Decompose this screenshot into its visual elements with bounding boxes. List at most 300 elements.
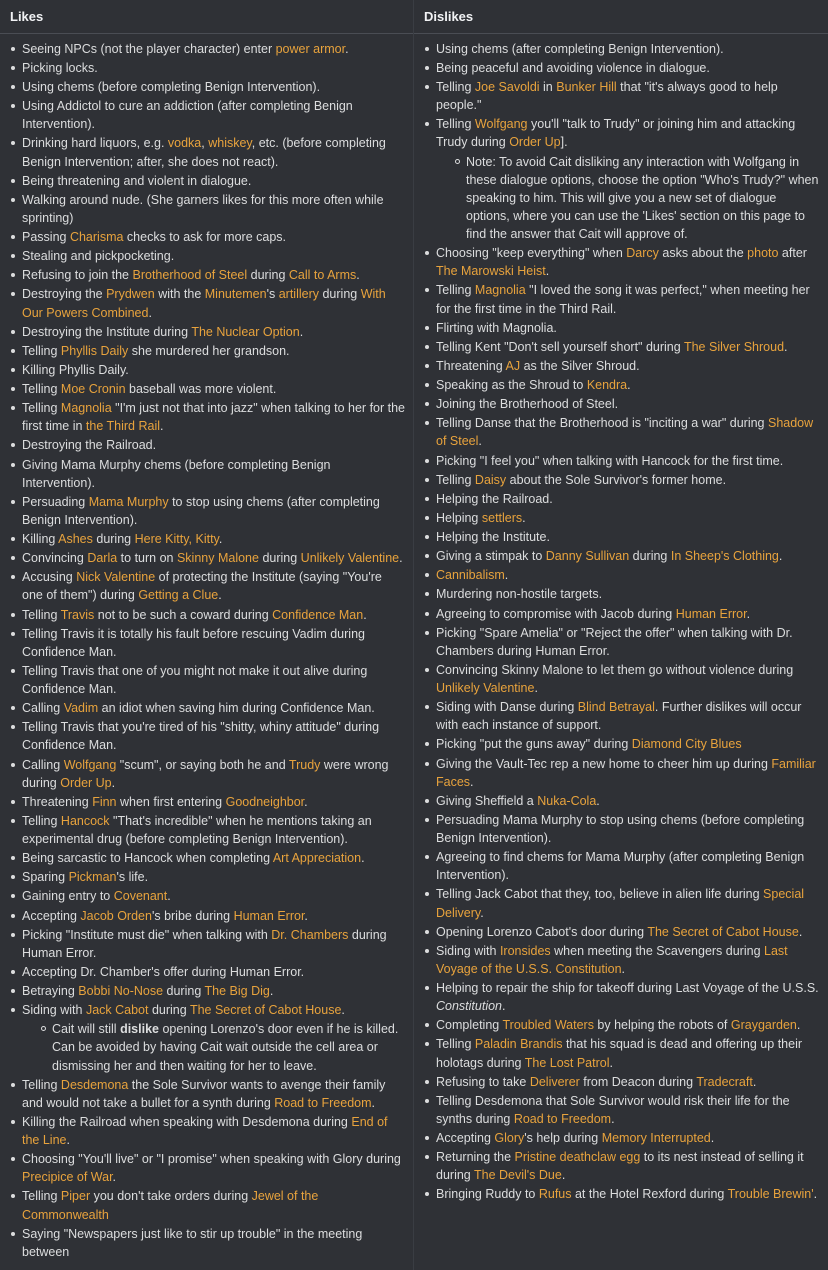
list-item: [8, 97, 405, 133]
wiki-link[interactable]: The Lost Patrol: [524, 1055, 610, 1070]
text-run: . Further dislikes will occur with each instance of support.: [436, 700, 802, 733]
wiki-link[interactable]: Nuka-Cola: [537, 793, 597, 808]
text-run: Siding with: [22, 1003, 86, 1018]
text-run: .: [778, 549, 783, 564]
list-item: [422, 528, 820, 546]
list-item: [422, 923, 820, 941]
text-run: Helping to repair the ship for takeoff during Last Voyage of the U.S.S.: [436, 981, 819, 996]
wiki-link[interactable]: Road to Freedom: [513, 1111, 612, 1126]
text-run: Telling: [22, 401, 61, 416]
list-item: [8, 1150, 405, 1186]
wiki-link[interactable]: Tradecraft: [696, 1074, 753, 1089]
list-item: [422, 755, 820, 791]
list-item: [422, 115, 820, 243]
sub-list-item: [452, 153, 820, 244]
text-run: Killing the Railroad when speaking with Desdemona during: [22, 1114, 352, 1129]
wiki-link[interactable]: Troubled Waters: [502, 1018, 594, 1033]
list-item: [422, 78, 820, 114]
list-item: [422, 605, 820, 623]
text-run: Killing Phyllis Daily.: [22, 362, 129, 377]
list-item: [422, 1148, 820, 1184]
list-item: [8, 549, 405, 567]
list-item: [8, 1076, 405, 1112]
text-run: .: [356, 268, 360, 283]
text-run: Telling: [436, 80, 475, 95]
text-run: Joining the Brotherhood of Steel.: [436, 397, 619, 412]
dislikes-list: [414, 34, 828, 1213]
text-run: .: [478, 434, 482, 449]
list-item: [8, 1113, 405, 1149]
text-run: Bringing Ruddy to: [436, 1187, 539, 1202]
text-run: Accusing: [22, 570, 77, 585]
list-item: [422, 471, 820, 489]
list-item: [8, 907, 405, 925]
text-run: .: [746, 606, 751, 621]
text-run: Helping the Railroad.: [436, 491, 553, 506]
wiki-link[interactable]: Trouble Brewin': [727, 1187, 814, 1202]
wiki-link[interactable]: Vadim: [63, 701, 99, 716]
wiki-link[interactable]: Trudy: [288, 757, 321, 772]
wiki-link[interactable]: Dr. Chambers: [271, 927, 349, 942]
list-item: [422, 1016, 820, 1034]
list-item: [422, 792, 820, 810]
wiki-link[interactable]: artillery: [278, 287, 319, 302]
wiki-link[interactable]: Darcy: [626, 246, 659, 261]
wiki-link[interactable]: Last Voyage of the U.S.S. Constitution: [436, 943, 788, 976]
text-run: an idiot when saving him during Confidence Man.: [98, 701, 375, 716]
wiki-link[interactable]: Bunker Hill: [556, 80, 617, 95]
list-item: [422, 338, 820, 356]
wiki-link[interactable]: settlers: [481, 510, 523, 525]
text-run: .: [304, 794, 308, 809]
text-run: .: [345, 41, 349, 56]
wiki-link[interactable]: Blind Betrayal: [577, 700, 655, 715]
list-item: [422, 395, 820, 413]
text-run: 's life.: [116, 870, 149, 885]
wiki-link[interactable]: The Nuclear Option: [191, 324, 300, 339]
wiki-link[interactable]: Mama Murphy: [88, 494, 169, 509]
text-run: Telling: [436, 1037, 475, 1052]
text-run: , etc. (before completing Benign Intervention; after, she does not react).: [22, 136, 386, 169]
text-run: Murdering non-hostile targets.: [436, 587, 603, 602]
wiki-link[interactable]: the Third Rail: [85, 419, 161, 434]
text-run: during: [163, 984, 205, 999]
wiki-link[interactable]: Call to Arms: [288, 268, 357, 283]
wiki-link[interactable]: Piper: [60, 1189, 91, 1204]
text-run: Telling: [22, 382, 61, 397]
list-item: [422, 1185, 820, 1203]
text-run: Flirting with Magnolia.: [436, 320, 557, 335]
wiki-link[interactable]: In Sheep's Clothing: [670, 549, 779, 564]
wiki-link[interactable]: Moe Cronin: [60, 382, 126, 397]
text-run: in: [539, 80, 557, 95]
wiki-link[interactable]: Glory: [494, 1131, 525, 1146]
list-item: [8, 380, 405, 398]
text-run: .: [361, 851, 365, 866]
wiki-link[interactable]: Darla: [87, 551, 118, 566]
text-run: Betraying: [22, 984, 79, 999]
wiki-link[interactable]: photo: [747, 246, 779, 261]
wiki-link[interactable]: The Secret of Cabot House: [647, 924, 799, 939]
list-item: [8, 342, 405, 360]
text-run: .: [621, 961, 626, 976]
list-item: [422, 1073, 820, 1091]
text-run: Telling: [436, 117, 475, 132]
text-run: checks to ask for more caps.: [123, 230, 287, 245]
text-run: .: [502, 999, 506, 1014]
list-item: [422, 319, 820, 337]
text-run: .: [218, 588, 222, 603]
text-run: about the Sole Survivor's former home.: [506, 472, 727, 487]
wiki-link[interactable]: Magnolia: [60, 401, 112, 416]
wiki-link[interactable]: whiskey: [208, 136, 252, 151]
text-run: "scum", or saying both he and: [116, 757, 289, 772]
text-run: .: [470, 774, 474, 789]
list-item: [8, 266, 405, 284]
text-run: baseball was more violent.: [125, 382, 277, 397]
likes-list: [0, 34, 413, 1270]
text-run: Helping: [436, 510, 482, 525]
text-run: 's: [266, 287, 279, 302]
text-run: .: [784, 339, 788, 354]
list-item: [422, 547, 820, 565]
text-run: Walking around nude. (She garners likes for this more often while sprinting): [22, 192, 384, 225]
list-item: [8, 625, 405, 661]
wiki-link[interactable]: Deliverer: [529, 1074, 580, 1089]
list-item: [422, 244, 820, 280]
text-run: Siding with Danse during: [436, 700, 578, 715]
text-run: Telling Desdemona that Sole Survivor would risk their life for the synths during: [436, 1093, 790, 1126]
wiki-link[interactable]: Order Up: [509, 135, 561, 150]
wiki-link[interactable]: Getting a Clue: [138, 588, 219, 603]
list-item: [8, 456, 405, 492]
text-run: .: [561, 1168, 566, 1183]
text-run: Seeing NPCs (not the player character) enter: [22, 41, 276, 56]
text-run: .: [596, 793, 600, 808]
text-run: Picking "put the guns away" during: [436, 737, 632, 752]
text-run: Giving Mama Murphy chems (before completing Benign Intervention).: [22, 457, 331, 490]
text-run: Calling: [22, 701, 64, 716]
text-run: Telling: [22, 1189, 61, 1204]
wiki-link[interactable]: Paladin Brandis: [474, 1037, 563, 1052]
text-run: Being sarcastic to Hancock when completing: [22, 851, 273, 866]
wiki-link[interactable]: Pristine deathclaw egg: [514, 1150, 641, 1165]
wiki-link[interactable]: Jewel of the Commonwealth: [22, 1189, 319, 1222]
wiki-link[interactable]: Graygarden: [730, 1018, 797, 1033]
text-run: Drinking hard liquors, e.g.: [22, 136, 168, 151]
wiki-link[interactable]: End of the Line: [22, 1114, 388, 1148]
wiki-link[interactable]: Road to Freedom: [274, 1095, 372, 1110]
wiki-link[interactable]: The Marowski Heist: [436, 264, 546, 279]
wiki-link[interactable]: Daisy: [474, 472, 507, 487]
wiki-link[interactable]: The Devil's Due: [474, 1168, 562, 1183]
text-run: .: [269, 984, 274, 999]
text-run: Killing: [22, 532, 59, 547]
text-run: Gaining entry to: [22, 889, 114, 904]
wiki-link[interactable]: Rufus: [538, 1187, 572, 1202]
text-run: .: [148, 305, 152, 320]
list-item: [8, 662, 405, 698]
text-run: Being peaceful and avoiding violence in dialogue.: [436, 60, 710, 75]
text-run: .: [609, 1055, 613, 1070]
text-run: Telling: [22, 343, 61, 358]
text-run: "I'm just not that into jazz" when talking to her for the first time in: [22, 401, 406, 434]
text-run: Choosing "keep everything" when: [436, 246, 627, 261]
text-run: .: [160, 419, 164, 434]
text-run: of protecting the Institute (saying "You're one of them") during: [22, 570, 382, 603]
wiki-link[interactable]: Nick Valentine: [76, 570, 156, 585]
wiki-link[interactable]: Joe Savoldi: [474, 80, 540, 95]
list-item: [422, 661, 820, 697]
text-run: Saying "Newspapers just like to stir up trouble" in the meeting between: [22, 1226, 363, 1259]
text-run: .: [218, 532, 223, 547]
text-run: Stealing and pickpocketing.: [22, 249, 175, 264]
list-item: [422, 490, 820, 508]
list-item: [8, 228, 405, 246]
text-run: during Human Error.: [22, 927, 387, 960]
wiki-link[interactable]: Human Error: [233, 908, 305, 923]
text-run: during: [258, 551, 301, 566]
text-run: as the Silver Shroud.: [520, 358, 640, 373]
text-run: Accepting Dr. Chamber's offer during Human Error.: [22, 964, 305, 979]
wiki-link[interactable]: Jacob Orden: [80, 908, 152, 923]
list-item: [422, 566, 820, 584]
wiki-link[interactable]: Covenant: [113, 889, 168, 904]
text-run: "That's incredible" when he mentions taking an experimental drug (before completing Benign Intervention).: [22, 813, 372, 847]
list-item: [422, 979, 820, 1015]
list-item: [8, 530, 405, 548]
text-run: Accepting: [22, 908, 81, 923]
sub-list: [22, 1020, 405, 1074]
text-run: that "it's always good to help people.": [436, 80, 778, 113]
list-item: [8, 436, 405, 454]
text-run: .: [545, 264, 550, 279]
text-run: asks about the: [658, 246, 748, 261]
text-run: Telling Jack Cabot that they, too, believe in alien life during: [436, 887, 764, 902]
wiki-link[interactable]: vodka: [167, 136, 202, 151]
text-run: Giving a stimpak to: [436, 549, 546, 564]
text-run: Telling: [22, 813, 61, 828]
wiki-link[interactable]: Pickman: [68, 870, 117, 885]
list-item: [8, 59, 405, 77]
wiki-link[interactable]: Desdemona: [60, 1077, 129, 1092]
text-run: Cait will still: [52, 1022, 121, 1037]
list-item: [422, 624, 820, 660]
text-run: Threatening: [22, 794, 93, 809]
text-run: ,: [201, 136, 209, 151]
text-run: .: [399, 551, 403, 566]
wiki-link[interactable]: Hancock: [60, 813, 110, 828]
text-run: opening Lorenzo's door even if he is killed. Can be avoided by having Cait wait outside the cell area or dismissing her and then waiting for her to leave.: [52, 1022, 399, 1073]
wiki-link[interactable]: Here Kitty, Kitty: [134, 532, 219, 547]
text-run: Being threatening and violent in dialogue.: [22, 173, 252, 188]
list-item: [8, 172, 405, 190]
list-item: [8, 812, 405, 848]
list-item: [8, 982, 405, 1000]
list-item: [422, 698, 820, 734]
text-run: Threatening: [436, 358, 506, 373]
wiki-link[interactable]: Memory Interrupted: [601, 1131, 711, 1146]
text-run: .: [371, 1095, 376, 1110]
likes-heading: Likes: [0, 0, 413, 34]
text-run: Telling: [436, 472, 475, 487]
text-run: Telling Danse that the Brotherhood is "inciting a war" during: [436, 416, 768, 431]
wiki-link[interactable]: Finn: [92, 794, 117, 809]
wiki-link[interactable]: Wolfgang: [63, 757, 117, 772]
list-item: [8, 963, 405, 981]
text-run: Giving Sheffield a: [436, 793, 538, 808]
text-run: .: [710, 1131, 715, 1146]
list-item: [422, 281, 820, 317]
wiki-link[interactable]: Danny Sullivan: [545, 549, 630, 564]
wiki-link[interactable]: Prydwen: [106, 287, 155, 302]
list-item: [422, 942, 820, 978]
text-run: .: [796, 1018, 801, 1033]
text-run: Telling Travis that you're tired of his "shitty, whiny attitude" during Confidence Man.: [22, 720, 380, 753]
list-item: [8, 323, 405, 341]
text-run: the Sole Survivor wants to avenge their family and would not take a bullet for a synth during: [22, 1077, 386, 1110]
sub-list: [436, 153, 820, 244]
text-run: Siding with: [436, 943, 500, 958]
wiki-link[interactable]: Travis: [60, 607, 95, 622]
wiki-link[interactable]: Minutemen: [204, 287, 267, 302]
wiki-link[interactable]: Familiar Faces: [436, 756, 816, 789]
list-item: [8, 926, 405, 962]
wiki-link[interactable]: Art Appreciation: [272, 851, 362, 866]
wiki-link[interactable]: Diamond City Blues: [631, 737, 742, 752]
wiki-link[interactable]: With Our Powers Combined: [22, 287, 386, 320]
wiki-link[interactable]: Special Delivery: [436, 887, 805, 920]
text-run: you'll "talk to Trudy" or joining him and attacking Trudy during: [436, 117, 796, 150]
list-item: [422, 40, 820, 58]
list-item: [422, 735, 820, 753]
emphasis-text: dislike: [120, 1022, 159, 1037]
text-run: during: [629, 549, 671, 564]
text-run: at the Hotel Rexford during: [571, 1187, 728, 1202]
list-item: [8, 1225, 405, 1261]
wiki-link[interactable]: Jack Cabot: [85, 1003, 149, 1018]
wiki-link[interactable]: Order Up: [60, 775, 112, 790]
text-run: Destroying the Railroad.: [22, 438, 157, 453]
list-item: [8, 868, 405, 886]
wiki-link[interactable]: Magnolia: [474, 283, 526, 298]
text-run: to its nest instead of selling it during: [436, 1150, 804, 1183]
list-item: [422, 509, 820, 527]
text-run: Telling Travis it is totally his fault before rescuing Vadim during Confidence Man.: [22, 626, 365, 659]
wiki-link[interactable]: Skinny Malone: [176, 551, 259, 566]
list-item: [422, 885, 820, 921]
list-item: [8, 699, 405, 717]
text-run: .: [627, 378, 631, 393]
list-item: [8, 1187, 405, 1223]
text-run: Agreeing to find chems for Mama Murphy (after completing Benign Intervention).: [436, 850, 805, 883]
list-item: [8, 606, 405, 624]
wiki-link[interactable]: power armor: [275, 41, 346, 56]
text-run: Passing: [22, 230, 70, 245]
wiki-link[interactable]: Shadow of Steel: [436, 416, 814, 449]
text-run: Refusing to take: [436, 1074, 530, 1089]
list-item: [8, 247, 405, 265]
text-run: by helping the robots of: [593, 1018, 731, 1033]
text-run: Telling Kent "Don't sell yourself short" during: [436, 339, 684, 354]
wiki-link[interactable]: The Big Dig: [204, 984, 270, 999]
wiki-link[interactable]: Precipice of War: [22, 1170, 113, 1185]
text-run: Agreeing to compromise with Jacob during: [436, 606, 676, 621]
list-item: [8, 793, 405, 811]
list-item: [8, 718, 405, 754]
list-item: [422, 414, 820, 450]
text-run: .: [813, 1187, 818, 1202]
wiki-link[interactable]: Brotherhood of Steel: [132, 268, 248, 283]
wiki-link[interactable]: Human Error: [675, 606, 747, 621]
dislikes-column: [414, 0, 828, 1270]
wiki-link[interactable]: Phyllis Daily: [60, 343, 129, 358]
text-run: Persuading: [22, 494, 89, 509]
list-item: [422, 585, 820, 603]
list-item: [8, 756, 405, 792]
text-run: .: [341, 1003, 345, 1018]
wiki-link[interactable]: Charisma: [69, 230, 124, 245]
wiki-link[interactable]: Goodneighbor: [225, 794, 305, 809]
text-run: Picking "I feel you" when talking with Hancock for the first time.: [436, 453, 784, 468]
wiki-link[interactable]: Unlikely Valentine: [436, 681, 535, 696]
text-run: Using Addictol to cure an addiction (after completing Benign Intervention).: [22, 99, 353, 132]
text-run: Note: To avoid Cait disliking any interaction with Wolfgang in these dialogue options, choose the option "Who's Trudy?" when speaking to him. This will give you a new set of dialogue options, where you can use the 'Likes' section on this page to find the answer that Cait will approve of.: [466, 154, 819, 242]
text-run: Destroying the: [22, 287, 107, 302]
text-run: from Deacon during: [579, 1074, 697, 1089]
text-run: Telling: [22, 1077, 61, 1092]
wiki-link[interactable]: Cannibalism: [436, 568, 505, 583]
wiki-link[interactable]: The Silver Shroud: [683, 339, 785, 354]
text-run: .: [66, 1133, 70, 1148]
list-item: [422, 1129, 820, 1147]
text-run: .: [522, 510, 526, 525]
text-run: .: [504, 568, 509, 583]
wiki-link[interactable]: Unlikely Valentine: [300, 551, 400, 566]
text-run: Accepting: [436, 1131, 495, 1146]
text-run: Using chems (before completing Benign Intervention).: [22, 80, 321, 95]
list-item: [8, 361, 405, 379]
wiki-link[interactable]: Ironsides: [499, 943, 551, 958]
wiki-link[interactable]: Confidence Man: [272, 607, 364, 622]
text-run: during: [148, 1003, 190, 1018]
list-item: [8, 493, 405, 529]
list-item: [422, 811, 820, 847]
text-run: Telling: [22, 607, 61, 622]
wiki-link[interactable]: AJ: [505, 358, 521, 373]
list-item: [8, 191, 405, 227]
text-run: after: [778, 246, 807, 261]
list-item: [422, 376, 820, 394]
text-run: Convincing Skinny Malone to let them go without violence during: [436, 662, 794, 677]
text-run: "I loved the song it was perfect," when meeting her for the first time in the Third Rail.: [436, 283, 810, 316]
wiki-link[interactable]: Bobbi No-Nose: [78, 984, 164, 999]
text-run: .: [167, 889, 171, 904]
text-run: .: [798, 924, 803, 939]
list-item: [422, 452, 820, 470]
list-item: [422, 848, 820, 884]
text-run: you don't take orders during: [90, 1189, 252, 1204]
wiki-link[interactable]: Ashes: [58, 532, 93, 547]
wiki-link[interactable]: Wolfgang: [474, 117, 528, 132]
wiki-link[interactable]: Kendra: [586, 378, 628, 393]
text-run: when first entering: [116, 794, 226, 809]
list-item: [8, 568, 405, 604]
text-run: Destroying the Institute during: [22, 324, 192, 339]
wiki-link[interactable]: The Secret of Cabot House: [189, 1003, 342, 1018]
text-run: to turn on: [117, 551, 177, 566]
text-run: that his squad is dead and offering up their holotags during: [436, 1037, 803, 1070]
